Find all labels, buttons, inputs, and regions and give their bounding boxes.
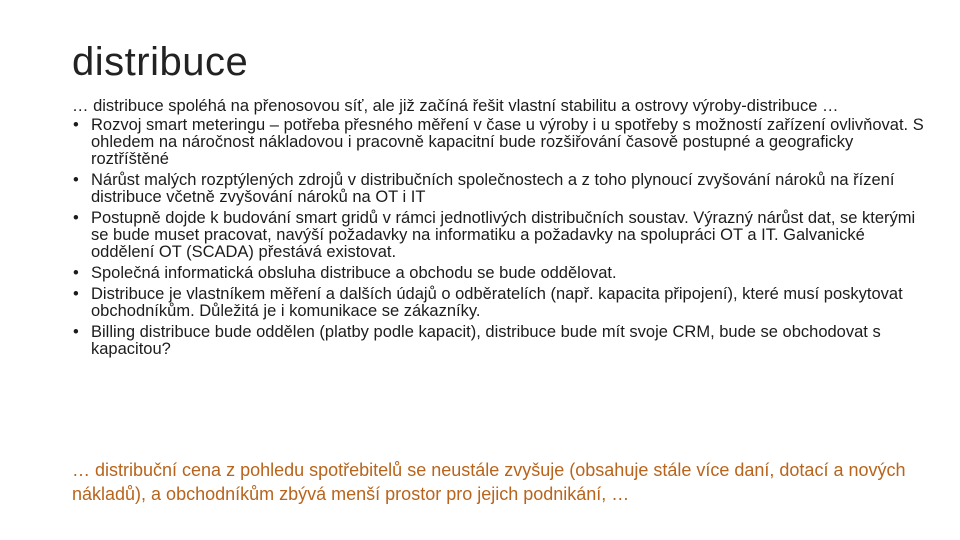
bullet-icon: • — [73, 171, 79, 189]
intro-text: … distribuce spoléhá na přenosovou síť, ale již začíná řešit vlastní stabilitu a ostrovy výroby-distribuce … — [72, 97, 839, 115]
list-item — [72, 117, 932, 168]
list-item — [72, 265, 932, 282]
list-item — [72, 210, 932, 261]
bullet-text: Nárůst malých rozptýlených zdrojů v distribučních společnostech a z toho plynoucí zvyšování nároků na řízení distribuce včetně zvyšování nároků na OT i IT — [91, 171, 895, 206]
slide-body — [72, 98, 932, 362]
bullet-icon: • — [73, 264, 79, 282]
bullet-icon: • — [73, 323, 79, 341]
list-item — [72, 286, 932, 320]
bullet-icon: • — [73, 116, 79, 134]
bullet-text: Distribuce je vlastníkem měření a dalších údajů o odběratelích (např. kapacita připojení), které musí poskytovat obchodníkům. Důležitá je i komunikace se zákazníky. — [91, 285, 903, 320]
slide-title: distribuce — [72, 40, 249, 84]
bullet-text: Rozvoj smart meteringu – potřeba přesného měření v čase u výroby i u spotřeby s možností zařízení ovlivňovat. S ohledem na náročnost nákladovou i pracovně kapacitní bude rozšiřování časově postupné a geograficky roztříštěné — [91, 116, 924, 168]
list-item — [72, 172, 932, 206]
bullet-text: Společná informatická obsluha distribuce a obchodu se bude oddělovat. — [91, 264, 617, 282]
bullet-icon: • — [73, 209, 79, 227]
bullet-text: Billing distribuce bude oddělen (platby podle kapacit), distribuce bude mít svoje CRM, bude se obchodovat s kapacitou? — [91, 323, 881, 358]
closing-text: … distribuční cena z pohledu spotřebitelů se neustále zvyšuje (obsahuje stále více daní, dotací a nových nákladů), a obchodníkům zbývá menší prostor pro jejich podnikání, … — [72, 460, 906, 504]
list-item — [72, 324, 932, 358]
bullet-list — [72, 117, 932, 358]
bullet-icon: • — [73, 285, 79, 303]
bullet-text: Postupně dojde k budování smart gridů v rámci jednotlivých distribučních soustav. Výrazný nárůst dat, se kterými se bude muset pracovat, navýší požadavky na informatiku a požadavky na spolupráci OT a IT. Galvanické oddělení OT (SCADA) přestává existovat. — [91, 209, 916, 261]
